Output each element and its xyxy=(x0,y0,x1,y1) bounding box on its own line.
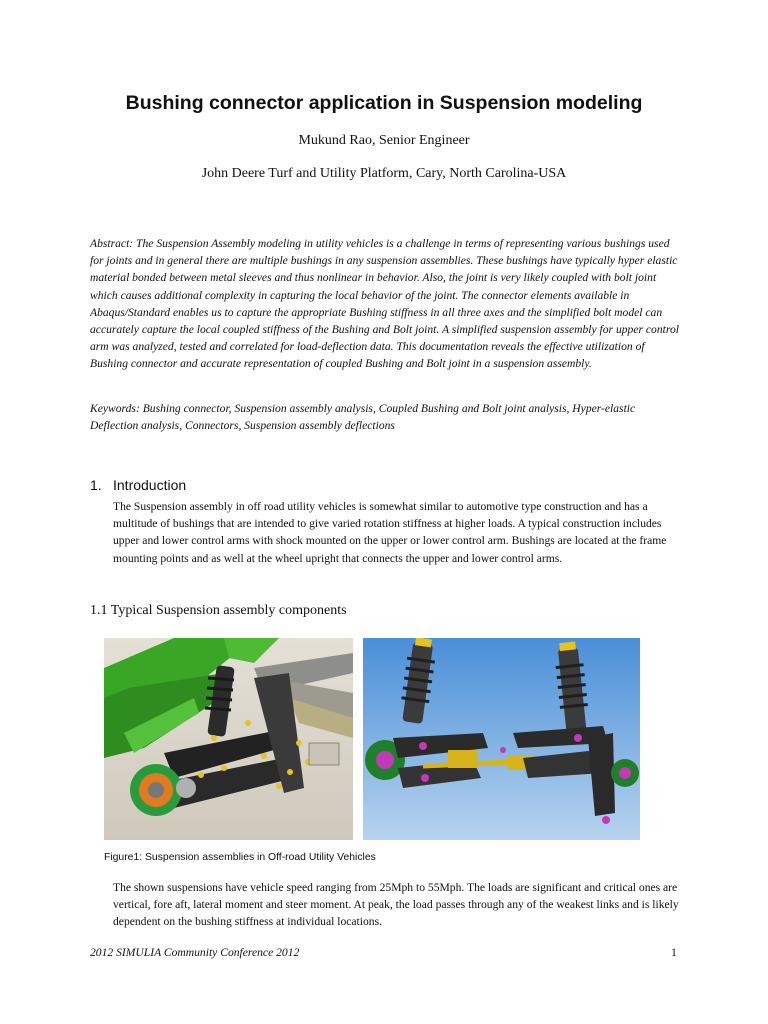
section-heading xyxy=(90,477,186,493)
keywords-paragraph: Keywords: Bushing connector, Suspension assembly analysis, Coupled Bushing and Bolt joint analysis, Hyper-elastic Deflection analysis, Connectors, Suspension assembly deflections xyxy=(90,402,636,433)
figure-left-suspension-image xyxy=(104,638,353,840)
introduction-paragraph: The Suspension assembly in off road utility vehicles is somewhat similar to automotive type construction and has a multitude of bushings that are intended to give varied rotation stiffness at higher loads. A typical construction includes upper and lower control arms with shock mounted on the upper or lower control arm. Bushings are located at the frame mounting points and as well at the wheel upright that connects the upper and lower control arms. xyxy=(113,500,667,565)
abstract-paragraph: Abstract: The Suspension Assembly modeling in utility vehicles is a challenge in terms of representing various bushings used for joints and in general there are multiple bushings in any suspension assemblies. These bushings have typically hyper elastic material bonded between metal sleeves and thus nonlinear in behavior. Also, the joint is very likely coupled with bolt joint which causes additional complexity in capturing the local behavior of the joint. The connector elements available in Abaqus/Standard enables us to capture the appropriate Bushing stiffness in all three axes and the simplified bolt model can accurately capture the local coupled stiffness of the Bushing and Bolt joint. A simplified suspension assembly for upper control arm was analyzed, tested and correlated for load-deflection data. This documentation reveals the effective utilization of Bushing connector and accurate representation of coupled Bushing and Bolt joint in a suspension assembly. xyxy=(90,237,679,371)
page-number: 1 xyxy=(671,946,677,959)
body-paragraph: The shown suspensions have vehicle speed ranging from 25Mph to 55Mph. The loads are significant and critical ones are vertical, fore aft, lateral moment and steer moment. At peak, the load passes through any of the weakest links and is likely dependent on the bushing stiffness at individual locations. xyxy=(113,881,679,929)
figure-caption: Figure1: Suspension assemblies in Off-road Utility Vehicles xyxy=(104,852,376,863)
affiliation-line: John Deere Turf and Utility Platform, Cary, North Carolina-USA xyxy=(201,166,567,181)
paper-title: Bushing connector application in Suspension modeling xyxy=(125,92,643,114)
author-line: Mukund Rao, Senior Engineer xyxy=(298,133,470,148)
page-footer: 2012 SIMULIA Community Conference 2012 xyxy=(90,946,300,959)
subsection-heading: 1.1 Typical Suspension assembly components xyxy=(90,603,347,618)
section-title: Introduction xyxy=(113,477,187,493)
section-number: 1. xyxy=(90,477,102,493)
figure-right-suspension-image xyxy=(363,638,640,840)
